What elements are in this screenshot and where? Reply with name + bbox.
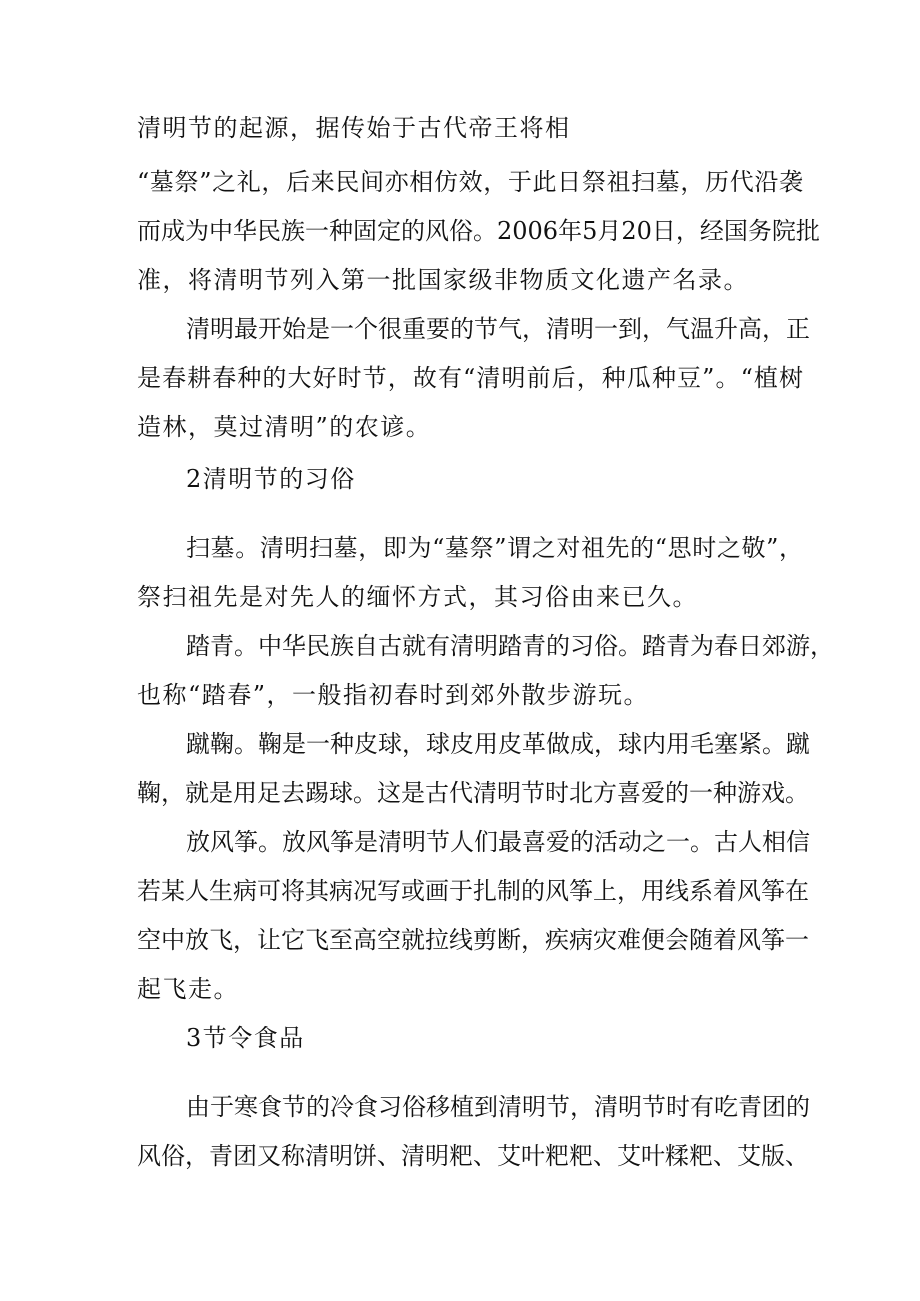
text-line: 是春耕春种的大好时节，故有“清明前后，种瓜种豆”。“植树 <box>137 364 803 392</box>
text-line: 造林，莫过清明”的农谚。 <box>137 413 432 441</box>
text-line: “墓祭”之礼，后来民间亦相仿效，于此日祭祖扫墓，历代沿袭 <box>137 168 803 196</box>
text-line: 扫墓。清明扫墓，即为“墓祭”谓之对祖先的“思时之敬”， <box>186 534 803 562</box>
text-line: 清明节的起源，据传始于古代帝王将相 <box>137 114 571 142</box>
text-line: 空中放飞，让它飞至高空就拉线剪断，疾病灾难便会随着风筝一 <box>137 926 809 954</box>
text-line: 放风筝。放风筝是清明节人们最喜爱的活动之一。古人相信 <box>186 828 810 856</box>
text-line: 踏青。中华民族自古就有清明踏青的习俗。踏青为春日郊游， <box>186 632 834 660</box>
section-heading: 3节令食品 <box>186 1024 305 1052</box>
text-line: 若某人生病可将其病况写或画于扎制的风筝上，用线系着风筝在 <box>137 877 809 905</box>
text-line: 准，将清明节列入第一批国家级非物质文化遗产名录。 <box>137 266 749 294</box>
section-heading: 2清明节的习俗 <box>186 465 356 493</box>
text-line: 鞠，就是用足去踢球。这是古代清明节时北方喜爱的一种游戏。 <box>137 779 809 807</box>
text-line: 起飞走。 <box>137 975 239 1003</box>
text-line: 而成为中华民族一种固定的风俗。2006年5月20日，经国务院批 <box>137 217 820 245</box>
text-line: 蹴鞠。鞠是一种皮球，球皮用皮革做成，球内用毛塞紧。蹴 <box>186 730 810 758</box>
text-line: 由于寒食节的冷食习俗移植到清明节，清明节时有吃青团的 <box>186 1093 810 1121</box>
text-line: 祭扫祖先是对先人的缅怀方式，其习俗由来已久。 <box>137 583 698 611</box>
text-line: 风俗，青团又称清明饼、清明粑、艾叶粑粑、艾叶糅粑、艾版、 <box>137 1142 809 1170</box>
text-line: 清明最开始是一个很重要的节气，清明一到，气温升高，正 <box>186 315 810 343</box>
text-line: 也称“踏春”，一般指初春时到郊外散步游玩。 <box>137 681 650 709</box>
